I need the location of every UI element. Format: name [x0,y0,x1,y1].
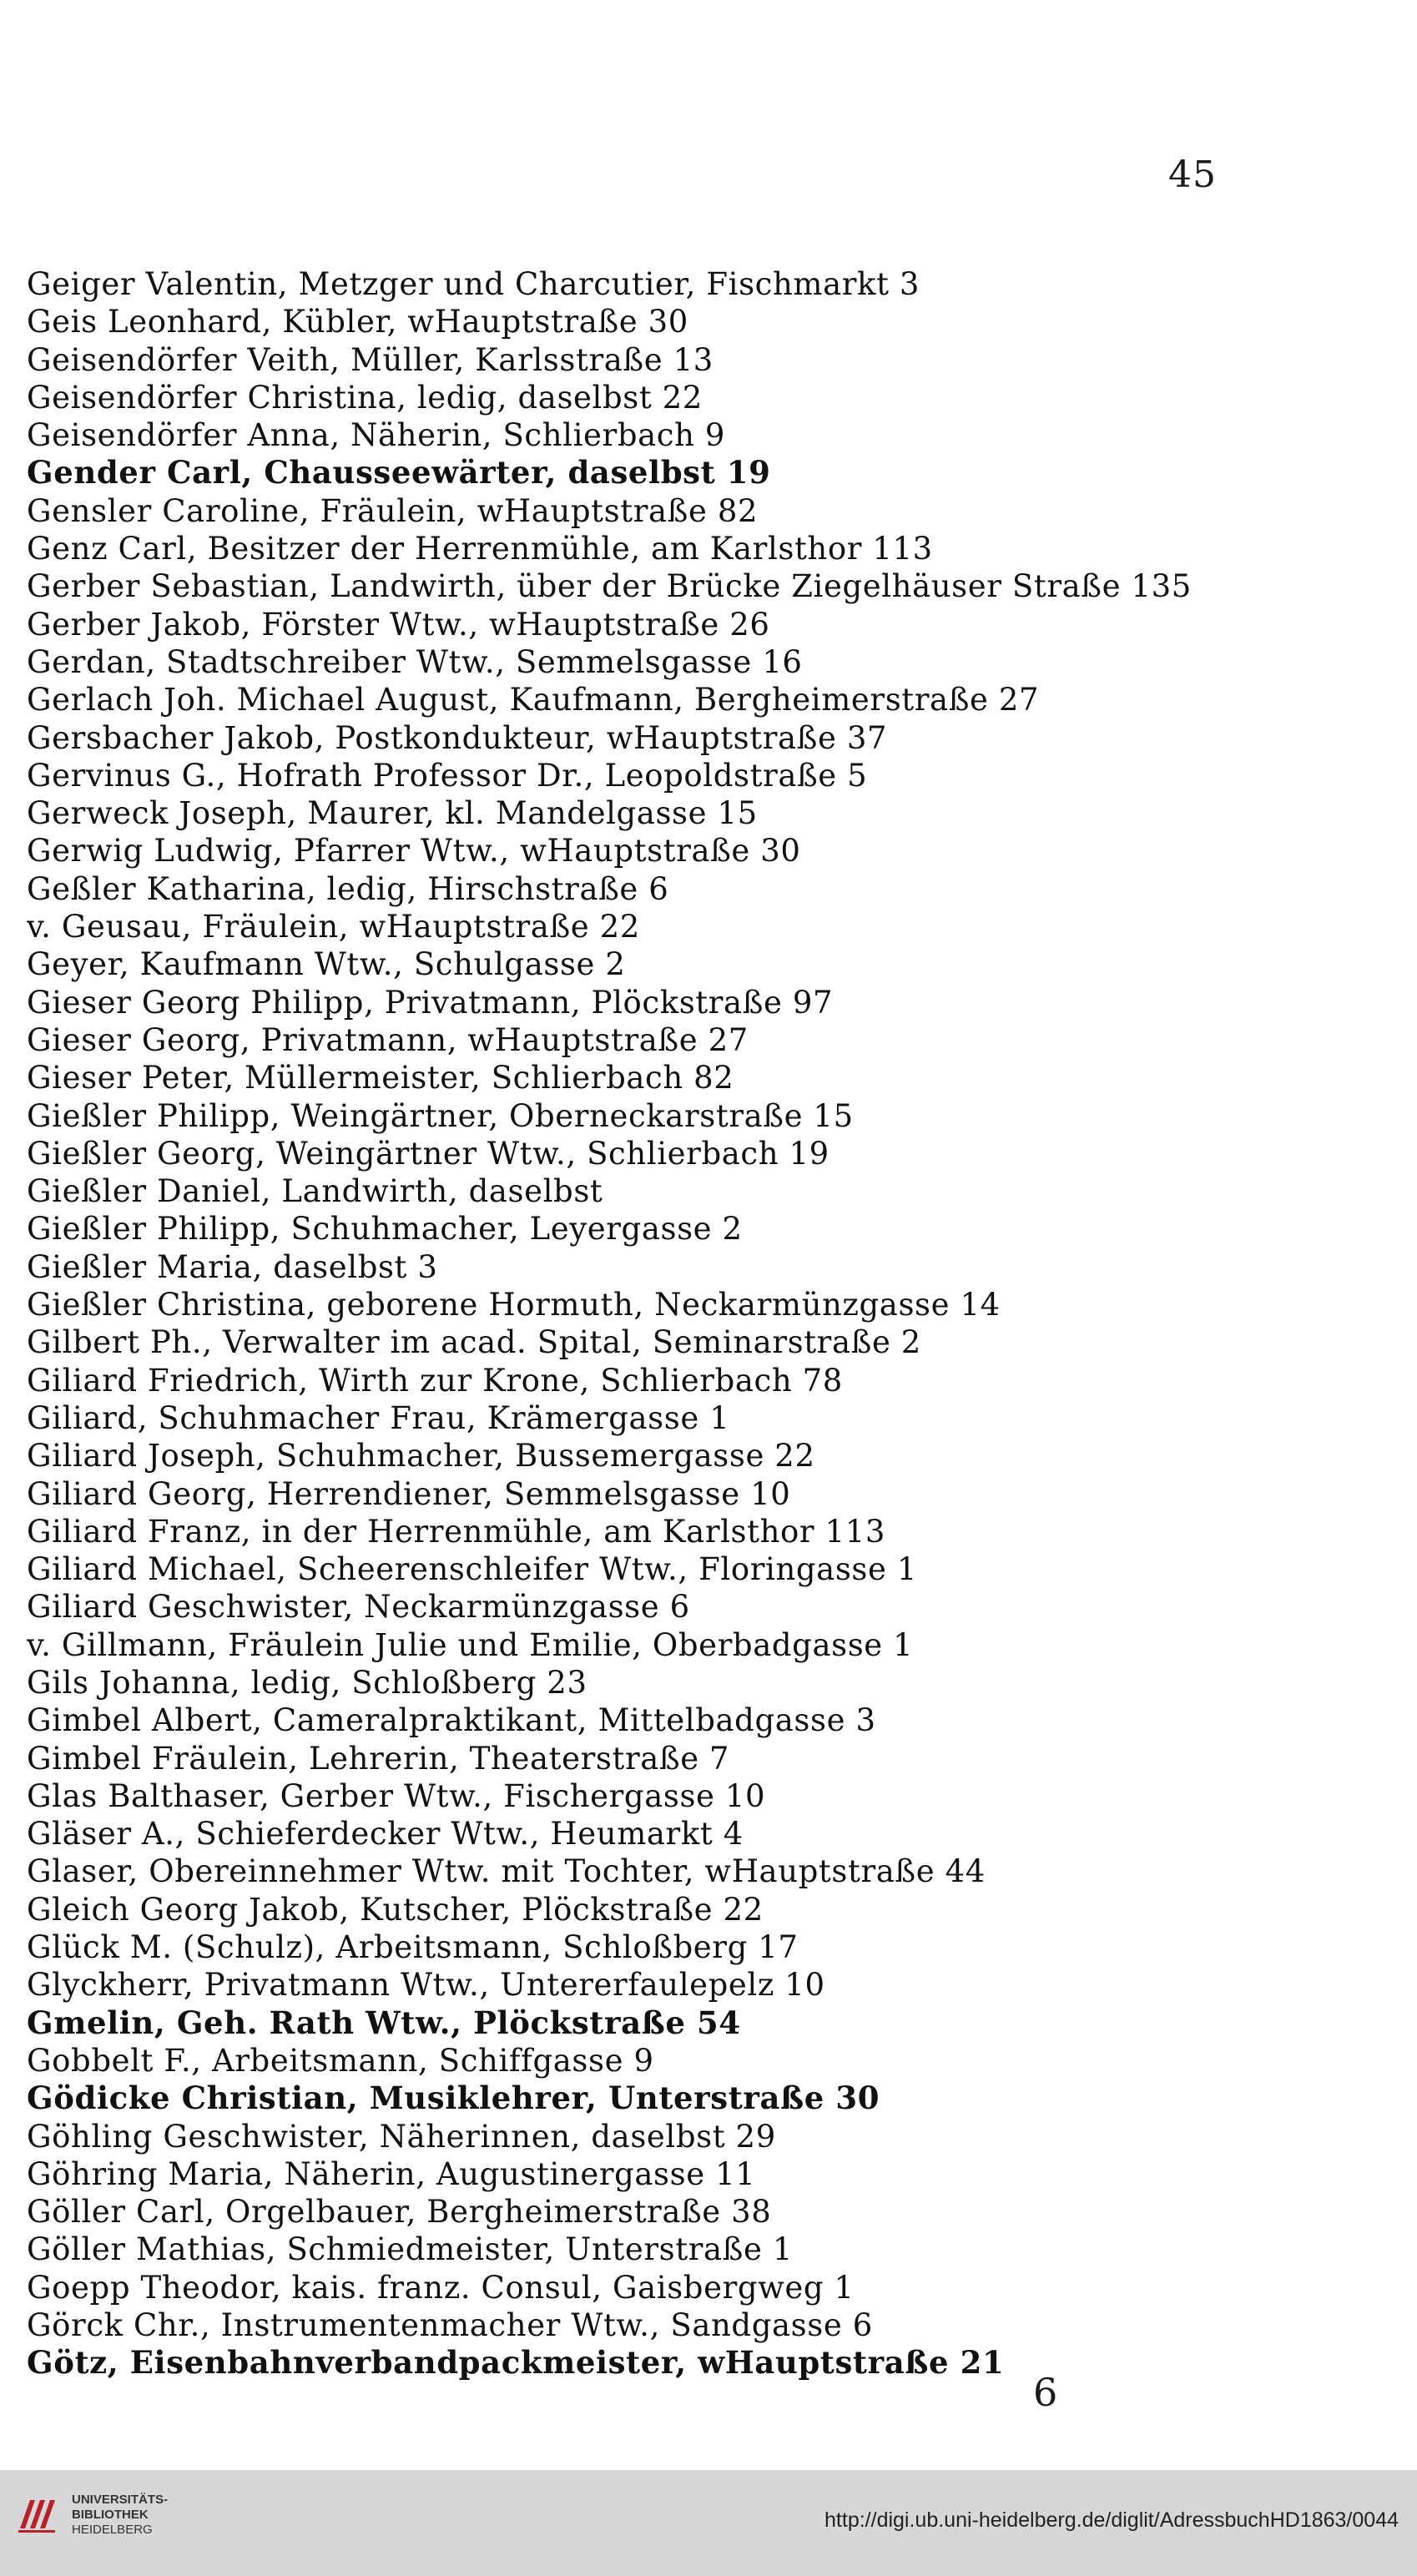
directory-entry: Gerber Sebastian, Landwirth, über der Brücke Ziegelhäuser Straße 135 [27,568,1192,605]
library-logo-icon [13,2492,60,2538]
directory-entries-list [27,265,1329,2382]
directory-entry: Gerlach Joh. Michael August, Kaufmann, Bergheimerstraße 27 [27,682,1040,718]
directory-entry: Gervinus G., Hofrath Professor Dr., Leopoldstraße 5 [27,757,868,794]
directory-entry: Giliard, Schuhmacher Frau, Krämergasse 1 [27,1399,730,1436]
directory-entry: Gerweck Joseph, Maurer, kl. Mandelgasse 15 [27,795,758,832]
directory-entry: v. Gillmann, Fräulein Julie und Emilie, Oberbadgasse 1 [27,1626,914,1663]
signature-mark: 6 [1033,2370,1058,2415]
directory-entry: v. Geusau, Fräulein, wHauptstraße 22 [27,909,640,945]
directory-entry: Gerdan, Stadtschreiber Wtw., Semmelsgasse 16 [27,643,803,680]
directory-entry: Geisendörfer Christina, ledig, daselbst 22 [27,379,703,416]
directory-entry: Gobbelt F., Arbeitsmann, Schiffgasse 9 [27,2042,654,2079]
directory-entry: Giliard Michael, Scheerenschleifer Wtw., Floringasse 1 [27,1551,917,1588]
directory-entry: Gießler Daniel, Landwirth, daselbst [27,1173,603,1210]
directory-entry: Glas Balthaser, Gerber Wtw., Fischergasse 10 [27,1777,766,1814]
directory-entry: Gensler Caroline, Fräulein, wHauptstraße 82 [27,492,759,529]
directory-entry: Geyer, Kaufmann Wtw., Schulgasse 2 [27,946,626,983]
directory-entry: Gießler Maria, daselbst 3 [27,1248,438,1285]
directory-entry: Gießler Philipp, Schuhmacher, Leyergasse 2 [27,1211,743,1248]
library-logo-text [72,2493,168,2538]
directory-entry: Gießler Christina, geborene Hormuth, Neckarmünzgasse 14 [27,1287,1001,1323]
directory-entry: Goepp Theodor, kais. franz. Consul, Gaisbergweg 1 [27,2269,855,2306]
directory-entry: Glück M. (Schulz), Arbeitsmann, Schloßberg 17 [27,1929,799,1966]
directory-entry: Gimbel Albert, Cameralpraktikant, Mittelbadgasse 3 [27,1702,876,1739]
directory-entry: Gilbert Ph., Verwalter im acad. Spital, Seminarstraße 2 [27,1324,921,1361]
directory-entry: Giliard Geschwister, Neckarmünzgasse 6 [27,1589,690,1626]
directory-entry: Geßler Katharina, ledig, Hirschstraße 6 [27,870,669,907]
directory-entry: Götz, Eisenbahnverbandpackmeister, wHauptstraße 21 [27,2344,1005,2382]
directory-entry: Göller Carl, Orgelbauer, Bergheimerstraße 38 [27,2194,772,2231]
directory-entry: Giliard Friedrich, Wirth zur Krone, Schlierbach 78 [27,1362,843,1399]
logo-line-2: BIBLIOTHEK [72,2508,149,2522]
directory-entry: Gießler Georg, Weingärtner Wtw., Schlierbach 19 [27,1135,830,1172]
directory-entry: Gmelin, Geh. Rath Wtw., Plöckstraße 54 [27,2004,741,2041]
directory-entry: Göhling Geschwister, Näherinnen, daselbst 29 [27,2118,776,2155]
directory-entry: Glaser, Obereinnehmer Wtw. mit Tochter, wHauptstraße 44 [27,1853,986,1890]
directory-entry: Giliard Georg, Herrendiener, Semmelsgasse 10 [27,1475,791,1512]
logo-line-3: HEIDELBERG [72,2523,153,2537]
directory-entry: Giliard Joseph, Schuhmacher, Bussemergasse 22 [27,1438,815,1475]
directory-entry: Gießler Philipp, Weingärtner, Oberneckarstraße 15 [27,1097,854,1134]
directory-entry: Gleich Georg Jakob, Kutscher, Plöckstraße 22 [27,1891,764,1928]
directory-entry: Gimbel Fräulein, Lehrerin, Theaterstraße 7 [27,1740,730,1777]
directory-entry: Geis Leonhard, Kübler, wHauptstraße 30 [27,304,688,340]
directory-entry: Geisendörfer Anna, Näherin, Schlierbach 9 [27,417,726,454]
directory-entry: Gieser Georg Philipp, Privatmann, Plöckstraße 97 [27,984,834,1021]
directory-entry: Gieser Georg, Privatmann, wHauptstraße 27 [27,1021,749,1058]
directory-entry: Göller Mathias, Schmiedmeister, Unterstraße 1 [27,2231,793,2268]
directory-entry: Gersbacher Jakob, Postkondukteur, wHauptstraße 37 [27,719,888,756]
directory-entry: Görck Chr., Instrumentenmacher Wtw., Sandgasse 6 [27,2307,873,2344]
directory-entry: Gödicke Christian, Musiklehrer, Unterstraße 30 [27,2079,880,2117]
directory-entry: Gläser A., Schieferdecker Wtw., Heumarkt 4 [27,1816,744,1853]
directory-entry: Gerber Jakob, Förster Wtw., wHauptstraße 26 [27,606,770,643]
directory-entry: Geiger Valentin, Metzger und Charcutier, Fischmarkt 3 [27,266,920,302]
directory-entry: Gils Johanna, ledig, Schloßberg 23 [27,1664,587,1701]
logo-line-1: UNIVERSITÄTS- [72,2493,169,2507]
directory-entry: Gender Carl, Chausseewärter, daselbst 19 [27,454,771,492]
university-library-logo[interactable] [13,2492,168,2538]
page-number: 45 [1168,154,1217,196]
directory-entry: Göhring Maria, Näherin, Augustinergasse 11 [27,2155,756,2192]
directory-entry: Gerwig Ludwig, Pfarrer Wtw., wHauptstraße 30 [27,833,801,870]
directory-entry: Geisendörfer Veith, Müller, Karlsstraße 13 [27,341,714,378]
directory-entry: Glyckherr, Privatmann Wtw., Untererfaulepelz 10 [27,1967,825,2004]
viewer-footer [0,2470,1417,2576]
directory-entry: Gieser Peter, Müllermeister, Schlierbach 82 [27,1060,734,1096]
directory-entry: Giliard Franz, in der Herrenmühle, am Karlsthor 113 [27,1513,885,1550]
directory-entry: Genz Carl, Besitzer der Herrenmühle, am Karlsthor 113 [27,531,933,567]
document-url-link[interactable]: http://digi.ub.uni-heidelberg.de/diglit/AdressbuchHD1863/0044 [824,2508,1399,2532]
